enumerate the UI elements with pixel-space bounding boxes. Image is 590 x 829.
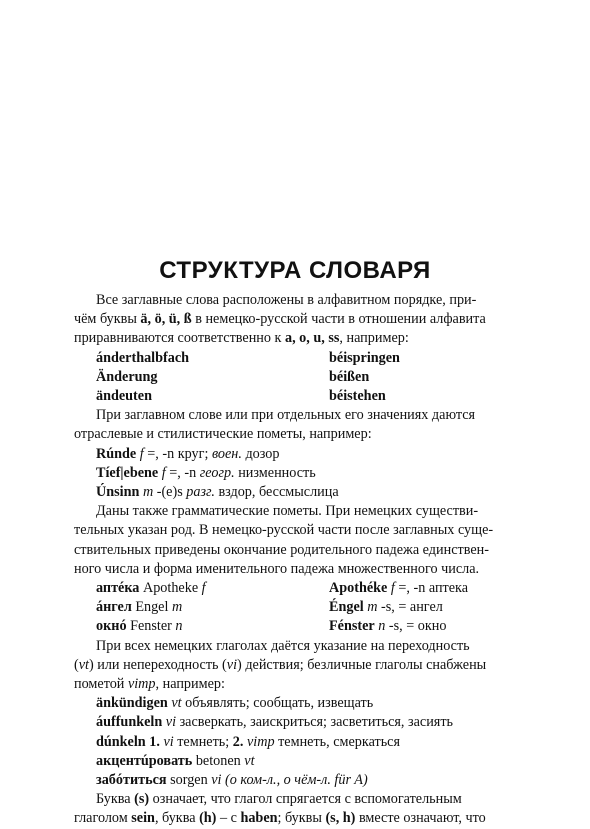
de-ru-entry: Apothéke f =, -n аптека	[329, 580, 469, 597]
ru-de-entry: áнгел Engel m	[96, 599, 183, 616]
paragraph-alphabet: Все заглавные слова расположены в алфавитном порядке, при- чём буквы ä, ö, ü, ß в немецко-русской части в отношении алфавита приравниваются соответственно к a, o, u, ss, например:	[74, 292, 486, 347]
verb-entry: акцентúровать betonen vt	[96, 752, 255, 769]
de-ru-entry: Fénster n -s, = окно	[329, 618, 447, 635]
example-word: béistehen	[329, 388, 386, 405]
alphabet-examples	[96, 349, 514, 407]
ru-de-entry: окнó Fenster n	[96, 618, 183, 635]
page-body	[74, 291, 514, 829]
ru-de-entry: аптéка Apotheke f	[96, 580, 206, 597]
example-word: béißen	[329, 368, 370, 385]
gender-examples	[96, 579, 514, 637]
verb-entry: dúnkeln 1. vi темнеть; 2. vimp темнеть, смеркаться	[96, 733, 400, 750]
page-title: СТРУКТУРА СЛОВАРЯ	[159, 257, 431, 284]
de-ru-entry: Éngel m -s, = ангел	[329, 599, 443, 616]
paragraph-auxiliary: Буква (s) означает, что глагол спрягается с вспомогательным глаголом sein, буква (h) – с haben; буквы (s, h) вместе означают, что	[74, 791, 486, 827]
example-word: Änderung	[96, 368, 158, 385]
paragraph-labels: При заглавном слове или при отдельных его значениях даются отраслевые и стилистические пометы, например:	[74, 407, 476, 443]
dictionary-entry: Únsinn m -(e)s разг. вздор, бессмыслица	[96, 484, 339, 501]
dictionary-entry: Tíef|ebene f =, -n геогр. низменность	[96, 464, 316, 481]
verb-entry: änkündigen vt объявлять; сообщать, извещать	[96, 695, 374, 712]
verb-entry: áuffunkeln vi засверкать, заискриться; засветиться, засиять	[96, 714, 453, 731]
example-word: béispringen	[329, 349, 400, 366]
paragraph-verbs: При всех немецких глаголах даётся указание на переходность (vt) или непереходность (vi) действия; безличные глаголы снабжены пометой vimp, например:	[74, 637, 487, 693]
example-word: ánderthalbfach	[96, 349, 190, 366]
dictionary-entry: Rúnde f =, -n круг; воен. дозор	[96, 445, 280, 462]
example-word: ändeuten	[96, 388, 152, 405]
paragraph-grammar: Даны также грамматические пометы. При немецких существи- тельных указан род. В немецко-русской части после заглавных суще- ствительных приведены окончание родительного падежа единствен- ного числа и форма именительного падежа множественного числа.	[74, 503, 494, 577]
verb-entry: забóтиться sorgen vi (о ком-л., о чём-л. für A)	[96, 772, 368, 789]
